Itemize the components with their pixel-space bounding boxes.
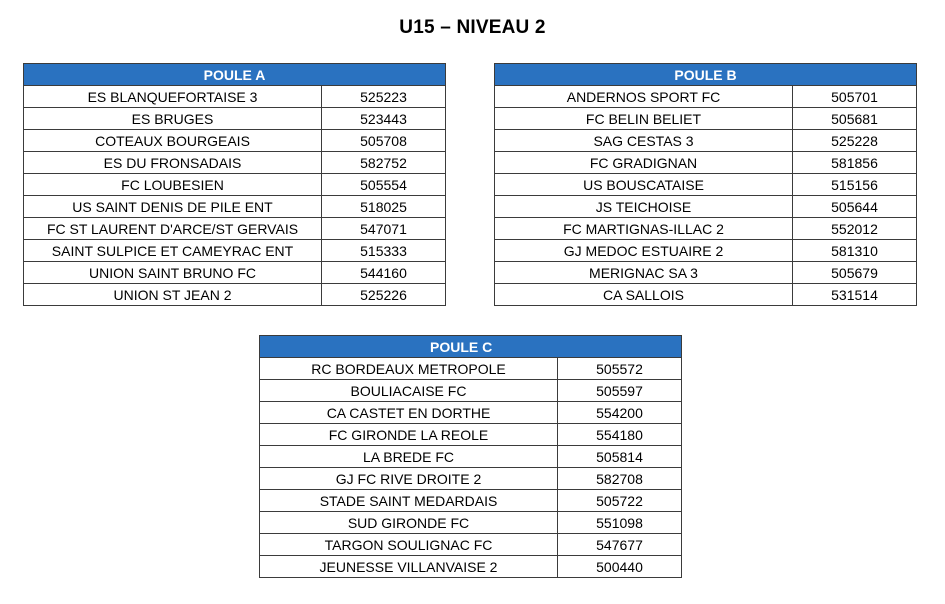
team-code: 505708 xyxy=(322,130,446,152)
table-row xyxy=(24,86,446,108)
poule-c-table xyxy=(259,335,682,578)
table-row xyxy=(260,512,682,534)
team-name: MERIGNAC SA 3 xyxy=(495,262,793,284)
team-name: RC BORDEAUX METROPOLE xyxy=(260,358,558,380)
table-row xyxy=(495,174,917,196)
team-name: JEUNESSE VILLANVAISE 2 xyxy=(260,556,558,578)
team-code: 505701 xyxy=(793,86,917,108)
table-row xyxy=(24,284,446,306)
table-row xyxy=(260,380,682,402)
team-name: SAINT SULPICE ET CAMEYRAC ENT xyxy=(24,240,322,262)
team-code: 523443 xyxy=(322,108,446,130)
table-row xyxy=(24,218,446,240)
table-row xyxy=(495,240,917,262)
team-code: 505681 xyxy=(793,108,917,130)
table-row xyxy=(495,284,917,306)
team-code: 581310 xyxy=(793,240,917,262)
team-name: STADE SAINT MEDARDAIS xyxy=(260,490,558,512)
team-name: FC ST LAURENT D'ARCE/ST GERVAIS xyxy=(24,218,322,240)
table-row xyxy=(24,130,446,152)
team-code: 525223 xyxy=(322,86,446,108)
team-name: ANDERNOS SPORT FC xyxy=(495,86,793,108)
team-code: 505554 xyxy=(322,174,446,196)
table-row xyxy=(495,108,917,130)
team-code: 500440 xyxy=(558,556,682,578)
team-code: 554200 xyxy=(558,402,682,424)
team-name: GJ MEDOC ESTUAIRE 2 xyxy=(495,240,793,262)
table-row xyxy=(24,152,446,174)
table-row xyxy=(495,196,917,218)
team-name: UNION SAINT BRUNO FC xyxy=(24,262,322,284)
table-row xyxy=(260,402,682,424)
team-name: US BOUSCATAISE xyxy=(495,174,793,196)
table-row xyxy=(260,446,682,468)
table-row xyxy=(260,556,682,578)
team-name: ES BRUGES xyxy=(24,108,322,130)
table-row xyxy=(260,534,682,556)
table-row xyxy=(24,240,446,262)
table-row xyxy=(260,490,682,512)
poule-b-header: POULE B xyxy=(495,64,917,86)
team-name: SAG CESTAS 3 xyxy=(495,130,793,152)
team-code: 582752 xyxy=(322,152,446,174)
table-row xyxy=(24,174,446,196)
table-header-row xyxy=(24,64,446,86)
poule-b-table xyxy=(494,63,917,306)
table-row xyxy=(260,424,682,446)
table-row xyxy=(260,468,682,490)
team-code: 531514 xyxy=(793,284,917,306)
table-row xyxy=(495,262,917,284)
team-code: 554180 xyxy=(558,424,682,446)
team-name: GJ FC RIVE DROITE 2 xyxy=(260,468,558,490)
team-name: COTEAUX BOURGEAIS xyxy=(24,130,322,152)
team-code: 505722 xyxy=(558,490,682,512)
table-header-row xyxy=(260,336,682,358)
team-name: FC GRADIGNAN xyxy=(495,152,793,174)
team-name: FC MARTIGNAS-ILLAC 2 xyxy=(495,218,793,240)
team-code: 551098 xyxy=(558,512,682,534)
team-name: ES BLANQUEFORTAISE 3 xyxy=(24,86,322,108)
team-code: 544160 xyxy=(322,262,446,284)
team-code: 582708 xyxy=(558,468,682,490)
team-name: CA CASTET EN DORTHE xyxy=(260,402,558,424)
team-code: 505572 xyxy=(558,358,682,380)
page-title: U15 – NIVEAU 2 xyxy=(399,17,546,38)
table-row xyxy=(24,262,446,284)
poule-a-header: POULE A xyxy=(24,64,446,86)
team-name: BOULIACAISE FC xyxy=(260,380,558,402)
table-row xyxy=(24,196,446,218)
team-code: 581856 xyxy=(793,152,917,174)
team-name: UNION ST JEAN 2 xyxy=(24,284,322,306)
team-name: LA BREDE FC xyxy=(260,446,558,468)
team-code: 518025 xyxy=(322,196,446,218)
team-name: TARGON SOULIGNAC FC xyxy=(260,534,558,556)
team-name: FC GIRONDE LA REOLE xyxy=(260,424,558,446)
table-row xyxy=(260,358,682,380)
table-header-row xyxy=(495,64,917,86)
team-code: 505679 xyxy=(793,262,917,284)
team-code: 505597 xyxy=(558,380,682,402)
team-code: 547071 xyxy=(322,218,446,240)
team-name: CA SALLOIS xyxy=(495,284,793,306)
table-row xyxy=(495,152,917,174)
team-name: FC LOUBESIEN xyxy=(24,174,322,196)
team-code: 552012 xyxy=(793,218,917,240)
table-row xyxy=(24,108,446,130)
team-code: 547677 xyxy=(558,534,682,556)
team-code: 505814 xyxy=(558,446,682,468)
team-name: FC BELIN BELIET xyxy=(495,108,793,130)
team-name: US SAINT DENIS DE PILE ENT xyxy=(24,196,322,218)
team-name: ES DU FRONSADAIS xyxy=(24,152,322,174)
table-row xyxy=(495,130,917,152)
table-row xyxy=(495,218,917,240)
poule-c-header: POULE C xyxy=(260,336,682,358)
table-row xyxy=(495,86,917,108)
team-code: 515156 xyxy=(793,174,917,196)
team-code: 505644 xyxy=(793,196,917,218)
team-code: 515333 xyxy=(322,240,446,262)
poule-a-table xyxy=(23,63,446,306)
team-code: 525228 xyxy=(793,130,917,152)
team-code: 525226 xyxy=(322,284,446,306)
team-name: JS TEICHOISE xyxy=(495,196,793,218)
team-name: SUD GIRONDE FC xyxy=(260,512,558,534)
